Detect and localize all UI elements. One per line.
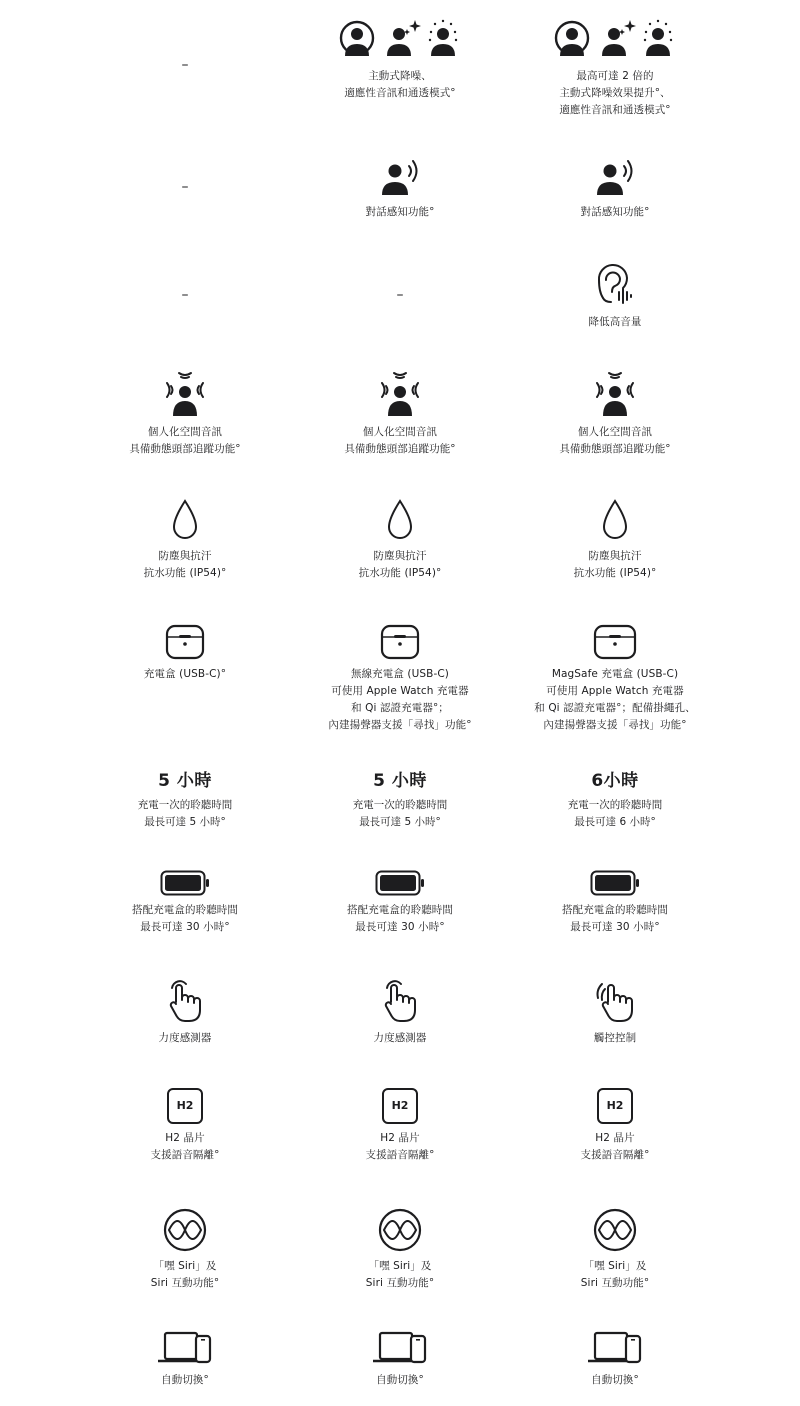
charging-case-icon <box>593 624 637 660</box>
spatial-row <box>65 370 305 458</box>
case-row <box>495 624 735 734</box>
battery-case-row <box>65 870 305 936</box>
loud-sound-reduction-icon <box>595 262 635 308</box>
battery-hours-text: 充電一次的聆聽時間 最長可達 5 小時° <box>137 799 233 828</box>
water-row <box>65 498 305 582</box>
switch-row <box>495 1330 735 1389</box>
battery-hours-row <box>65 770 305 831</box>
volume-dash: – <box>181 287 189 303</box>
anc-modes-icon <box>550 18 680 62</box>
battery-hours-value: 5 小時 <box>373 771 427 791</box>
touch-control-icon <box>593 978 637 1024</box>
anc-dash: – <box>181 57 189 73</box>
battery-hours-row <box>495 770 735 831</box>
volume-row <box>280 288 520 302</box>
water-text: 防塵與抗汗 抗水功能 (IP54)° <box>143 550 227 579</box>
case-text: MagSafe 充電盒 (USB-C) 可使用 Apple Watch 充電器 和 Qi 認證充電器°；配備掛繩孔、 內建揚聲器支援「尋找」功能° <box>534 668 696 731</box>
spatial-row <box>280 370 520 458</box>
anc-row <box>280 18 520 102</box>
awareness-text: 對話感知功能° <box>580 206 650 218</box>
chip-text: H2 晶片 支援語音隔離° <box>365 1132 435 1161</box>
awareness-row <box>280 154 520 221</box>
water-row <box>495 498 735 582</box>
water-row <box>280 498 520 582</box>
battery-hours-row <box>280 770 520 831</box>
battery-case-text: 搭配充電盒的聆聽時間 最長可達 30 小時° <box>562 904 668 933</box>
h2-chip-icon: H2 <box>597 1088 633 1124</box>
volume-text: 降低高音量 <box>588 316 642 328</box>
battery-hours-text: 充電一次的聆聽時間 最長可達 5 小時° <box>352 799 448 828</box>
charging-case-icon <box>165 624 205 660</box>
siri-row <box>65 1208 305 1292</box>
battery-hours-value: 6小時 <box>591 771 639 791</box>
awareness-text: 對話感知功能° <box>365 206 435 218</box>
anc-modes-icon <box>335 18 465 62</box>
siri-icon <box>163 1208 207 1252</box>
product-column-1 <box>65 0 305 1406</box>
battery-icon <box>590 870 640 896</box>
switch-row <box>65 1330 305 1389</box>
control-row <box>65 978 305 1047</box>
battery-case-row <box>280 870 520 936</box>
anc-text: 主動式降噪、 適應性音訊和通透模式° <box>344 70 456 99</box>
siri-icon <box>378 1208 422 1252</box>
battery-hours-text: 充電一次的聆聽時間 最長可達 6 小時° <box>567 799 663 828</box>
siri-text: 「嘿 Siri」及 Siri 互動功能° <box>580 1260 650 1289</box>
conversation-awareness-icon <box>378 154 422 198</box>
battery-case-row <box>495 870 735 936</box>
awareness-dash: – <box>181 179 189 195</box>
water-drop-icon <box>600 498 630 542</box>
volume-row <box>65 288 305 302</box>
spatial-audio-icon <box>377 370 423 418</box>
battery-case-text: 搭配充電盒的聆聽時間 最長可達 30 小時° <box>132 904 238 933</box>
control-row <box>495 978 735 1047</box>
control-row <box>280 978 520 1047</box>
chip-text: H2 晶片 支援語音隔離° <box>150 1132 220 1161</box>
control-text: 力度感測器 <box>373 1032 427 1044</box>
automatic-switching-icon <box>156 1330 214 1366</box>
product-column-3 <box>495 0 735 1406</box>
force-sensor-icon <box>165 978 205 1024</box>
h2-chip-icon: H2 <box>382 1088 418 1124</box>
chip-row <box>280 1088 520 1164</box>
siri-text: 「嘿 Siri」及 Siri 互動功能° <box>365 1260 435 1289</box>
switch-row <box>280 1330 520 1389</box>
automatic-switching-icon <box>586 1330 644 1366</box>
h2-chip-icon: H2 <box>167 1088 203 1124</box>
chip-text: H2 晶片 支援語音隔離° <box>580 1132 650 1161</box>
siri-text: 「嘿 Siri」及 Siri 互動功能° <box>150 1260 220 1289</box>
water-drop-icon <box>385 498 415 542</box>
switch-text: 自動切換° <box>161 1374 209 1386</box>
anc-row <box>65 58 305 72</box>
battery-case-text: 搭配充電盒的聆聽時間 最長可達 30 小時° <box>347 904 453 933</box>
force-sensor-icon <box>380 978 420 1024</box>
case-text: 無線充電盒 (USB-C) 可使用 Apple Watch 充電器 和 Qi 認證充電器°； 內建揚聲器支援「尋找」功能° <box>328 668 472 731</box>
awareness-row <box>495 154 735 221</box>
siri-icon <box>593 1208 637 1252</box>
battery-icon <box>375 870 425 896</box>
volume-row <box>495 262 735 331</box>
battery-hours-value: 5 小時 <box>158 771 212 791</box>
charging-case-icon <box>380 624 420 660</box>
spatial-text: 個人化空間音訊 具備動態頭部追蹤功能° <box>559 426 671 455</box>
volume-dash: – <box>396 287 404 303</box>
water-text: 防塵與抗汗 抗水功能 (IP54)° <box>358 550 442 579</box>
anc-text: 最高可達 2 倍的 主動式降噪效果提升°、 適應性音訊和通透模式° <box>559 70 671 116</box>
product-column-2 <box>280 0 520 1406</box>
control-text: 力度感測器 <box>158 1032 212 1044</box>
chip-row <box>65 1088 305 1164</box>
chip-row <box>495 1088 735 1164</box>
awareness-row <box>65 180 305 194</box>
switch-text: 自動切換° <box>376 1374 424 1386</box>
water-drop-icon <box>170 498 200 542</box>
spatial-text: 個人化空間音訊 具備動態頭部追蹤功能° <box>129 426 241 455</box>
spatial-audio-icon <box>162 370 208 418</box>
switch-text: 自動切換° <box>591 1374 639 1386</box>
spatial-text: 個人化空間音訊 具備動態頭部追蹤功能° <box>344 426 456 455</box>
anc-row <box>495 18 735 119</box>
spatial-audio-icon <box>592 370 638 418</box>
control-text: 觸控控制 <box>593 1032 637 1044</box>
case-row <box>280 624 520 734</box>
case-row <box>65 624 305 683</box>
siri-row <box>495 1208 735 1292</box>
water-text: 防塵與抗汗 抗水功能 (IP54)° <box>573 550 657 579</box>
spatial-row <box>495 370 735 458</box>
battery-icon <box>160 870 210 896</box>
conversation-awareness-icon <box>593 154 637 198</box>
case-text: 充電盒 (USB-C)° <box>143 668 227 680</box>
siri-row <box>280 1208 520 1292</box>
automatic-switching-icon <box>371 1330 429 1366</box>
